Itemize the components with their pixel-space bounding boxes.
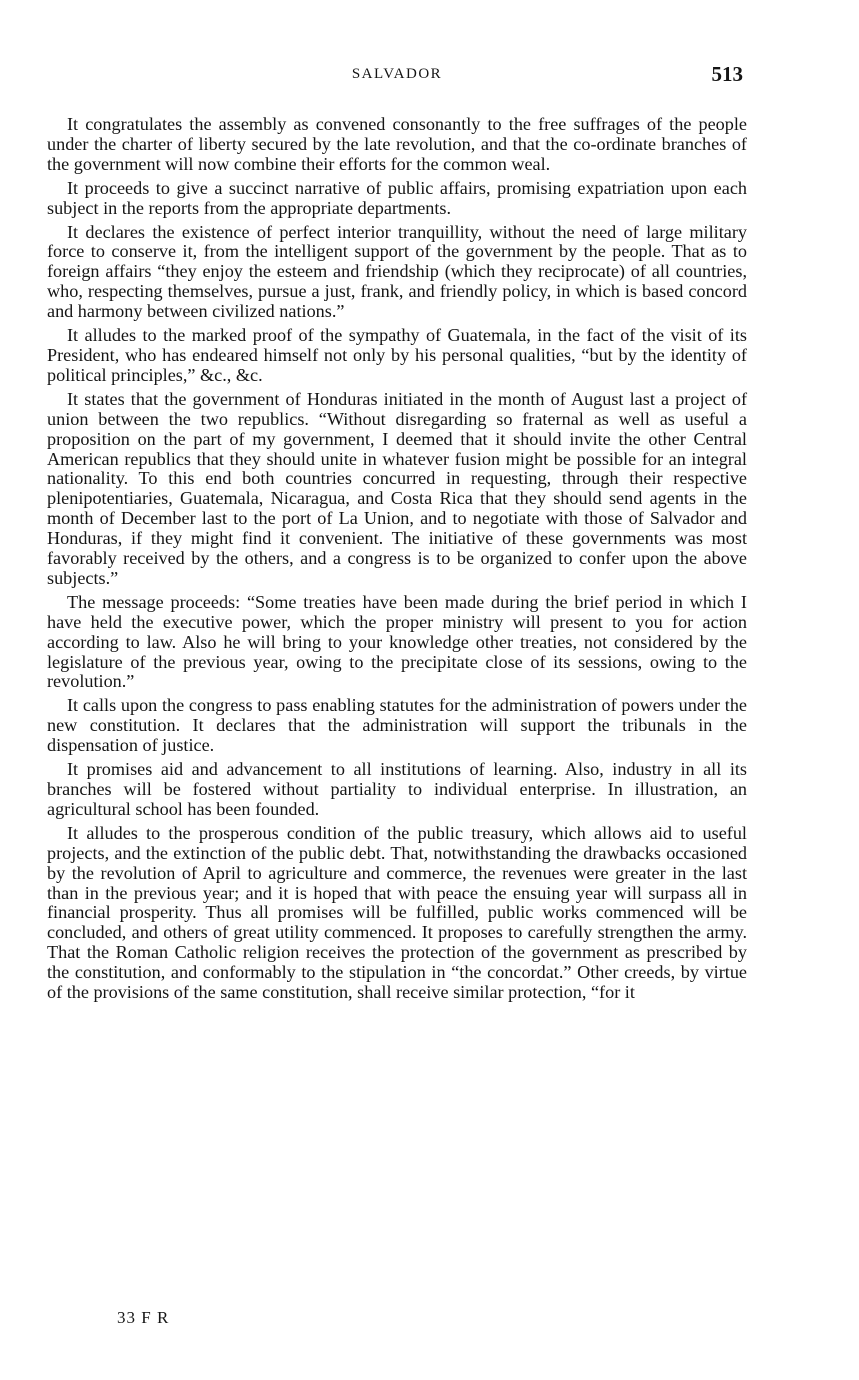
paragraph-guatemala: It alludes to the marked proof of the sympathy of Guatemala, in the fact of the visit of its President, who has endeared himself not only by his personal qualities, “but by the identity of political principles,” &c., &c.	[47, 325, 747, 385]
running-title: SALVADOR	[351, 66, 443, 82]
body-text	[47, 115, 747, 1007]
paragraph-learning: It promises aid and advancement to all institutions of learning. Also, industry in all its branches will be fostered without partiality to individual enterprise. In illustration, an agricultural school has been founded.	[47, 759, 747, 819]
paragraph-honduras-union: It states that the government of Honduras initiated in the month of August last a project of union between the two republics. “Without disregarding so fraternal as well as useful a proposition on the part of my government, I deemed that it should invite the other Central American republics that they should unite in whatever fusion might be possible for an integral nationality. To this end both countries concurred in requesting, through their respective plenipotentiaries, Guatemala, Nicaragua, and Costa Rica that they should send agents in the month of December last to the port of La Union, and to negotiate with those of Salvador and Honduras, if they might find it convenient. The initiative of these governments was most favorably received by the others, and a congress is to be organized to confer upon the above subjects.”	[47, 388, 747, 588]
page-number: 513	[711, 62, 743, 86]
paragraph-tranquillity: It declares the existence of perfect interior tranquillity, without the need of large military force to conserve it, from the intelligent support of the government by the people. That as to foreign affairs “they enjoy the esteem and friendship (which they reciprocate) of all countries, who, respecting themselves, pursue a just, frank, and friendly policy, in which is based concord and harmony between civilized nations.”	[47, 221, 747, 322]
paragraph-treasury: It alludes to the prosperous condition of the public treasury, which allows aid to useful projects, and the extinction of the public debt. That, notwithstanding the drawbacks occasioned by the revolution of April to agriculture and commerce, the revenues were greater in the last than in the previous year; and it is hoped that with peace the ensuing year will surpass all in financial prosperity. Thus all promises will be fulfilled, public works commenced will be concluded, and others of great utility commenced. It proposes to carefully strengthen the army. That the Roman Catholic religion receives the protection of the government as prescribed by the constitution, and conformably to the stipulation in “the concordat.” Other creeds, by virtue of the provisions of the same constitution, shall receive similar protection, “for it	[47, 822, 747, 1003]
running-head	[47, 62, 747, 88]
signature-mark: 33 F R	[117, 1308, 170, 1327]
document-page	[47, 0, 747, 1380]
paragraph-statutes: It calls upon the congress to pass enabling statutes for the administration of powers under the new constitution. It declares that the administration will support the tribunals in the dispensation of justice.	[47, 695, 747, 756]
paragraph-treaties: The message proceeds: “Some treaties have been made during the brief period in which I have held the executive power, which the proper ministry will present to you for action according to law. Also he will bring to your knowledge other treaties, not considered by the legislature of the previous year, owing to the precipitate close of its sessions, owing to the revolution.”	[47, 591, 747, 692]
paragraph-congratulations: It congratulates the assembly as convened consonantly to the free suffrages of the people under the charter of liberty secured by the late revolution, and that the co-ordinate branches of the government will now combine their efforts for the common weal.	[47, 114, 747, 174]
paragraph-narrative: It proceeds to give a succinct narrative of public affairs, promising expatriation upon each subject in the reports from the appropriate departments.	[47, 177, 747, 218]
